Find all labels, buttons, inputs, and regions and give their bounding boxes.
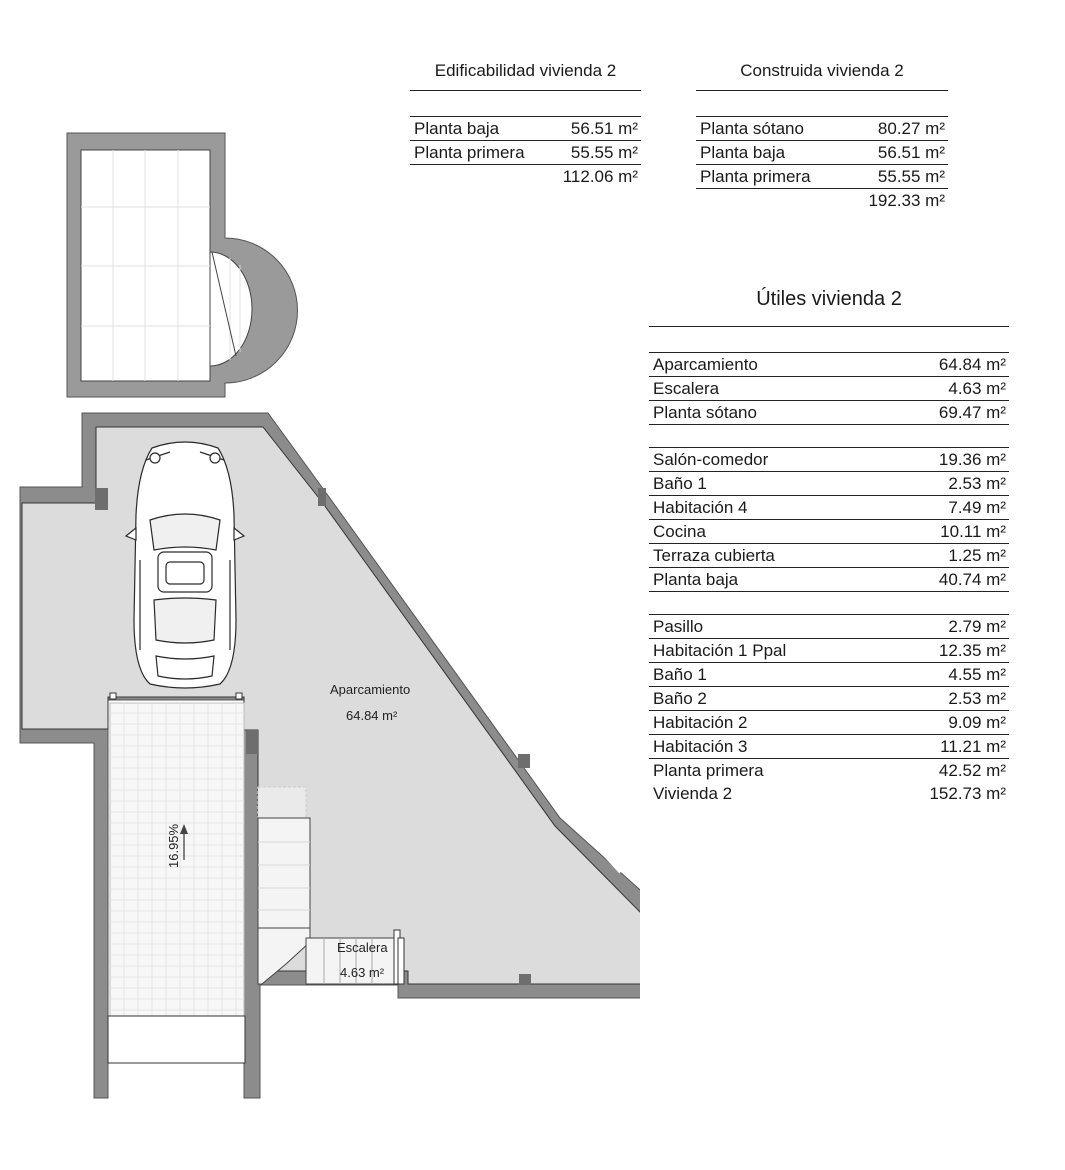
row-value: 56.51 m²	[877, 143, 945, 162]
table-row	[649, 472, 1009, 496]
table-row	[649, 544, 1009, 568]
row-value: 2.53 m²	[948, 689, 1006, 708]
table-row	[649, 568, 1009, 592]
row-value: 64.84 m²	[938, 355, 1006, 374]
table-row	[410, 117, 641, 141]
stair-label: Escalera	[337, 940, 388, 955]
table-row	[649, 663, 1009, 687]
table-row	[649, 496, 1009, 520]
row-label: Planta primera	[414, 143, 525, 162]
edificabilidad-title: Edificabilidad vivienda 2	[434, 61, 617, 80]
table-row	[696, 165, 948, 189]
row-value: 2.79 m²	[948, 617, 1006, 636]
row-label: Salón-comedor	[653, 450, 769, 469]
row-label: Planta baja	[700, 143, 786, 162]
row-label: Vivienda 2	[653, 784, 733, 803]
row-value: 40.74 m²	[938, 570, 1006, 589]
row-value: 152.73 m²	[929, 784, 1006, 803]
row-label: Habitación 1 Ppal	[653, 641, 787, 660]
row-label: Planta primera	[700, 167, 811, 186]
row-value: 69.47 m²	[938, 403, 1006, 422]
row-value: 1.25 m²	[948, 546, 1006, 565]
row-value: 12.35 m²	[938, 641, 1006, 660]
row-value: 56.51 m²	[570, 119, 638, 138]
row-label: Habitación 4	[653, 498, 748, 517]
row-label: Habitación 3	[653, 737, 748, 756]
row-value: 55.55 m²	[877, 167, 945, 186]
row-value: 11.21 m²	[940, 737, 1006, 756]
utiles-title: Útiles vivienda 2	[756, 288, 902, 310]
upper-room	[67, 133, 297, 397]
row-value: 10.11 m²	[940, 522, 1006, 541]
table-row	[649, 759, 1009, 782]
row-value: 80.27 m²	[877, 119, 945, 138]
row-label: Planta baja	[414, 119, 500, 138]
table-row	[649, 711, 1009, 735]
car-icon	[126, 442, 244, 688]
table-row	[649, 615, 1009, 639]
row-label: Pasillo	[653, 617, 704, 636]
row-label: Baño 2	[653, 689, 707, 708]
row-value: 7.49 m²	[948, 498, 1006, 517]
row-value: 9.09 m²	[948, 713, 1006, 732]
construida-table	[696, 60, 948, 212]
row-value: 42.52 m²	[938, 761, 1006, 780]
utiles-table	[649, 286, 1009, 805]
row-label: Planta sótano	[700, 119, 804, 138]
edificabilidad-table	[410, 60, 641, 188]
row-label: Planta sótano	[653, 403, 757, 422]
table-row	[649, 735, 1009, 759]
table-row	[696, 141, 948, 165]
row-label: Terraza cubierta	[653, 546, 775, 565]
edificabilidad-total: 112.06 m²	[562, 167, 638, 186]
row-value: 55.55 m²	[570, 143, 638, 162]
row-value: 2.53 m²	[948, 474, 1006, 493]
row-label: Planta baja	[653, 570, 739, 589]
table-row	[649, 353, 1009, 377]
construida-title: Construida vivienda 2	[740, 61, 904, 80]
row-label: Escalera	[653, 379, 720, 398]
row-label: Aparcamiento	[653, 355, 758, 374]
parking-area: 64.84 m²	[346, 708, 398, 723]
table-row	[649, 639, 1009, 663]
row-value: 19.36 m²	[938, 450, 1006, 469]
row-label: Baño 1	[653, 474, 707, 493]
row-value: 4.55 m²	[948, 665, 1006, 684]
row-label: Habitación 2	[653, 713, 748, 732]
parking-label: Aparcamiento	[330, 682, 411, 697]
table-row	[649, 687, 1009, 711]
row-label: Planta primera	[653, 761, 764, 780]
row-label: Baño 1	[653, 665, 707, 684]
table-row	[649, 448, 1009, 472]
ramp-slope-label: 16.95%	[166, 823, 181, 868]
stair-area: 4.63 m²	[340, 965, 385, 980]
ramp	[108, 703, 245, 1063]
table-row	[649, 377, 1009, 401]
table-row	[649, 782, 1009, 805]
table-row	[410, 141, 641, 165]
row-value: 4.63 m²	[948, 379, 1006, 398]
row-label: Cocina	[653, 522, 706, 541]
table-row	[649, 401, 1009, 425]
construida-total: 192.33 m²	[868, 191, 945, 210]
table-row	[696, 117, 948, 141]
table-row	[649, 520, 1009, 544]
